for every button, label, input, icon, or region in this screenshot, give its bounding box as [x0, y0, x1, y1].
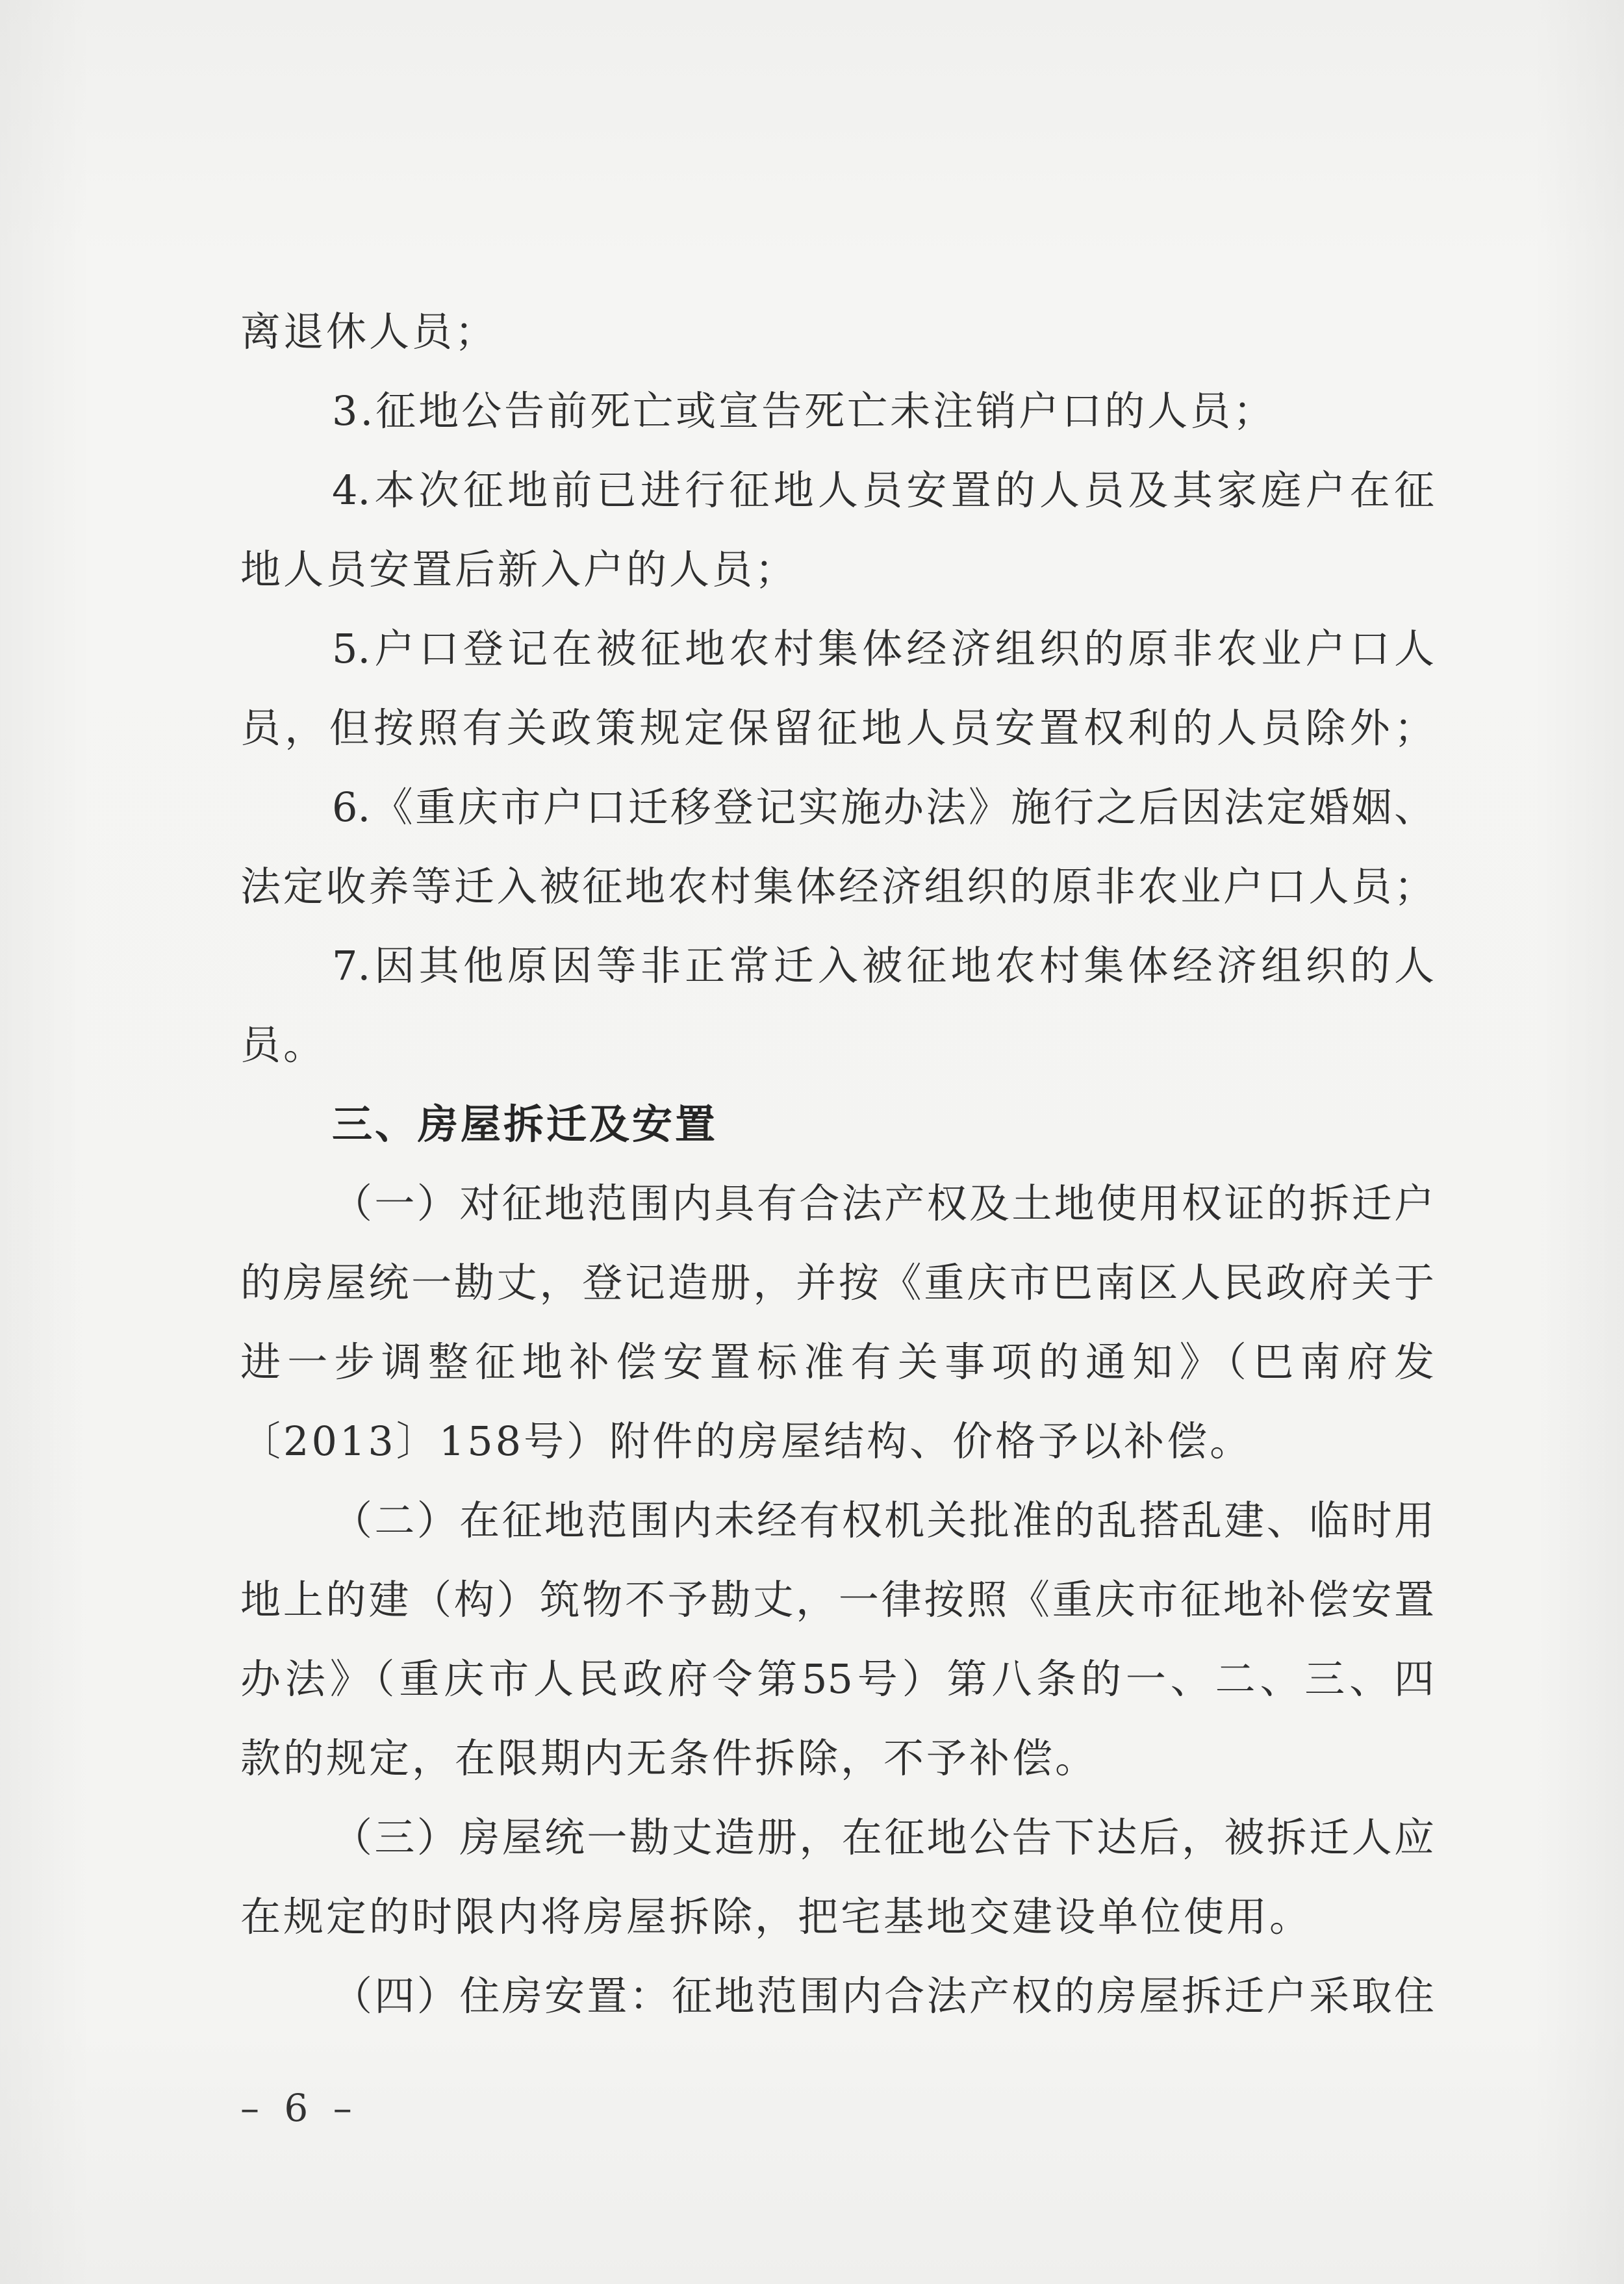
text-line: 办法》（重庆市人民政府令第55号）第八条的一、二、三、四	[240, 1655, 1434, 1703]
text-line: 7.因其他原因等非正常迁入被征地农村集体经济组织的人	[332, 942, 1434, 989]
text-line: 进一步调整征地补偿安置标准有关事项的通知》（巴南府发	[240, 1338, 1434, 1386]
text-line: （四）住房安置：征地范围内合法产权的房屋拆迁户采取住	[332, 1972, 1434, 2020]
text-line: 员，但按照有关政策规定保留征地人员安置权利的人员除外；	[240, 704, 1434, 752]
text-line: 6.《重庆市户口迁移登记实施办法》施行之后因法定婚姻、	[332, 783, 1434, 831]
text-line: 4.本次征地前已进行征地人员安置的人员及其家庭户在征	[332, 466, 1434, 514]
text-line: （二）在征地范围内未经有权机关批准的乱搭乱建、临时用	[332, 1497, 1434, 1544]
text-line: 的房屋统一勘丈，登记造册，并按《重庆市巴南区人民政府关于	[240, 1259, 1434, 1306]
list-item	[240, 609, 1434, 768]
text-line: 〔2013〕158号）附件的房屋结构、价格予以补偿。	[240, 1417, 1253, 1465]
section-heading: 三、房屋拆迁及安置	[332, 1100, 718, 1148]
text-line: 离退休人员；	[240, 308, 498, 355]
text-line: 在规定的时限内将房屋拆除，把宅基地交建设单位使用。	[240, 1893, 1313, 1940]
document-body	[240, 292, 1434, 2036]
text-line: 款的规定，在限期内无条件拆除，不予补偿。	[240, 1734, 1098, 1782]
text-line: 3.征地公告前死亡或宣告死亡未注销户口的人员；	[332, 387, 1276, 435]
list-item	[240, 451, 1434, 609]
text-line: （三）房屋统一勘丈造册，在征地公告下达后，被拆迁人应	[332, 1814, 1434, 1861]
paragraph	[240, 292, 1434, 372]
text-line: 地人员安置后新入户的人员；	[240, 546, 798, 593]
text-line: 法定收养等迁入被征地农村集体经济组织的原非农业户口人员；	[240, 863, 1434, 910]
text-line: 5.户口登记在被征地农村集体经济组织的原非农业户口人	[332, 625, 1434, 672]
text-line: 地上的建（构）筑物不予勘丈，一律按照《重庆市征地补偿安置	[240, 1576, 1434, 1623]
paragraph	[240, 1164, 1434, 1481]
paragraph	[240, 1481, 1434, 1798]
list-item	[240, 372, 1434, 451]
text-line: 员。	[240, 1021, 327, 1069]
text-line: （一）对征地范围内具有合法产权及土地使用权证的拆迁户	[332, 1180, 1434, 1227]
list-item	[240, 768, 1434, 926]
paragraph	[240, 1798, 1434, 1957]
page-number: – 6 –	[240, 2086, 359, 2130]
list-item	[240, 926, 1434, 1085]
paragraph	[240, 1957, 1434, 2036]
